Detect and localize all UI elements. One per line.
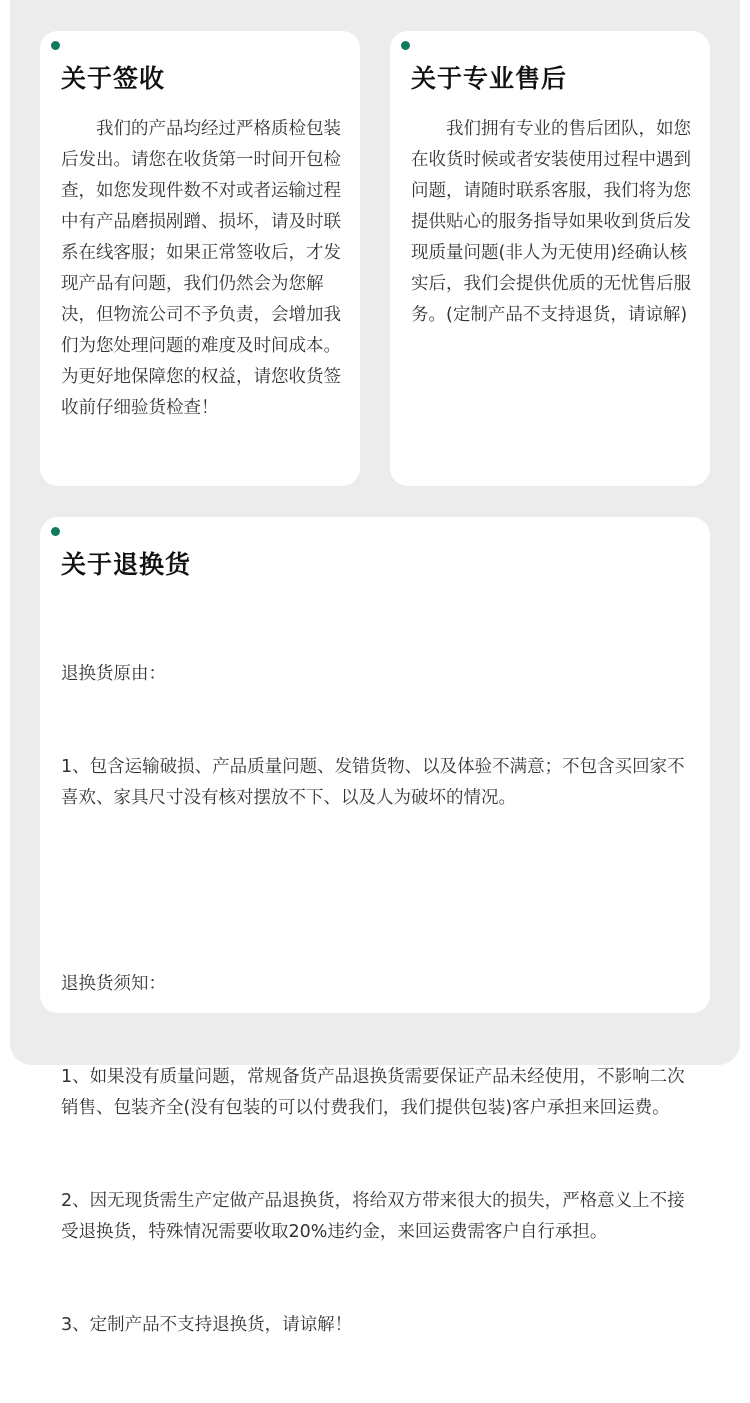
paragraph-gap	[61, 876, 691, 907]
returns-card	[40, 517, 710, 1335]
notice-item-1: 1、如果没有质量问题，常规备货产品退换货需要保证产品未经使用，不影响二次销售、包装齐全(没有包装的可以付费我们，我们提供包装)客户承担来回运费。	[61, 1067, 685, 1118]
bullet-dot-icon	[51, 527, 60, 536]
aftersale-card-title: 关于专业售后	[411, 64, 568, 93]
sign-card	[40, 31, 360, 486]
sign-card-body: 我们的产品均经过严格质检包装后发出。请您在收货第一时间开包检查，如您发现件数不对或者运输过程中有产品磨损剐蹭、损坏，请及时联系在线客服；如果正常签收后，才发现产品有问题，我们仍然会为您解决，但物流公司不予负责，会增加我们为您处理问题的难度及时间成本。为更好地保障您的权益，请您收货签收前仔细验货检查！	[61, 119, 341, 418]
reason-heading: 退换货原由：	[61, 664, 166, 684]
returns-card-title: 关于退换货	[61, 550, 192, 579]
notice-heading: 退换货须知：	[61, 974, 166, 994]
bullet-dot-icon	[401, 41, 410, 50]
notice-item-3: 3、定制产品不支持退换货，请谅解！	[61, 1315, 353, 1335]
sign-card-title: 关于签收	[61, 64, 166, 93]
notice-item-2: 2、因无现货需生产定做产品退换货，将给双方带来很大的损失，严格意义上不接受退换货，特殊情况需要收取20%违约金，来回运费需客户自行承担。	[61, 1191, 685, 1242]
aftersale-card	[390, 31, 710, 486]
returns-card-body	[61, 597, 691, 1403]
aftersale-card-body: 我们拥有专业的售后团队，如您在收货时候或者安装使用过程中遇到问题，请随时联系客服，我们将为您提供贴心的服务指导如果收到货后发现质量问题(非人为无使用)经确认核实后，我们会提供优质的无忧售后服务。(定制产品不支持退货，请谅解)	[411, 119, 691, 325]
reason-text: 1、包含运输破损、产品质量问题、发错货物、以及体验不满意；不包含买回家不喜欢、家具尺寸没有核对摆放不下、以及人为破坏的情况。	[61, 757, 685, 808]
bullet-dot-icon	[51, 41, 60, 50]
